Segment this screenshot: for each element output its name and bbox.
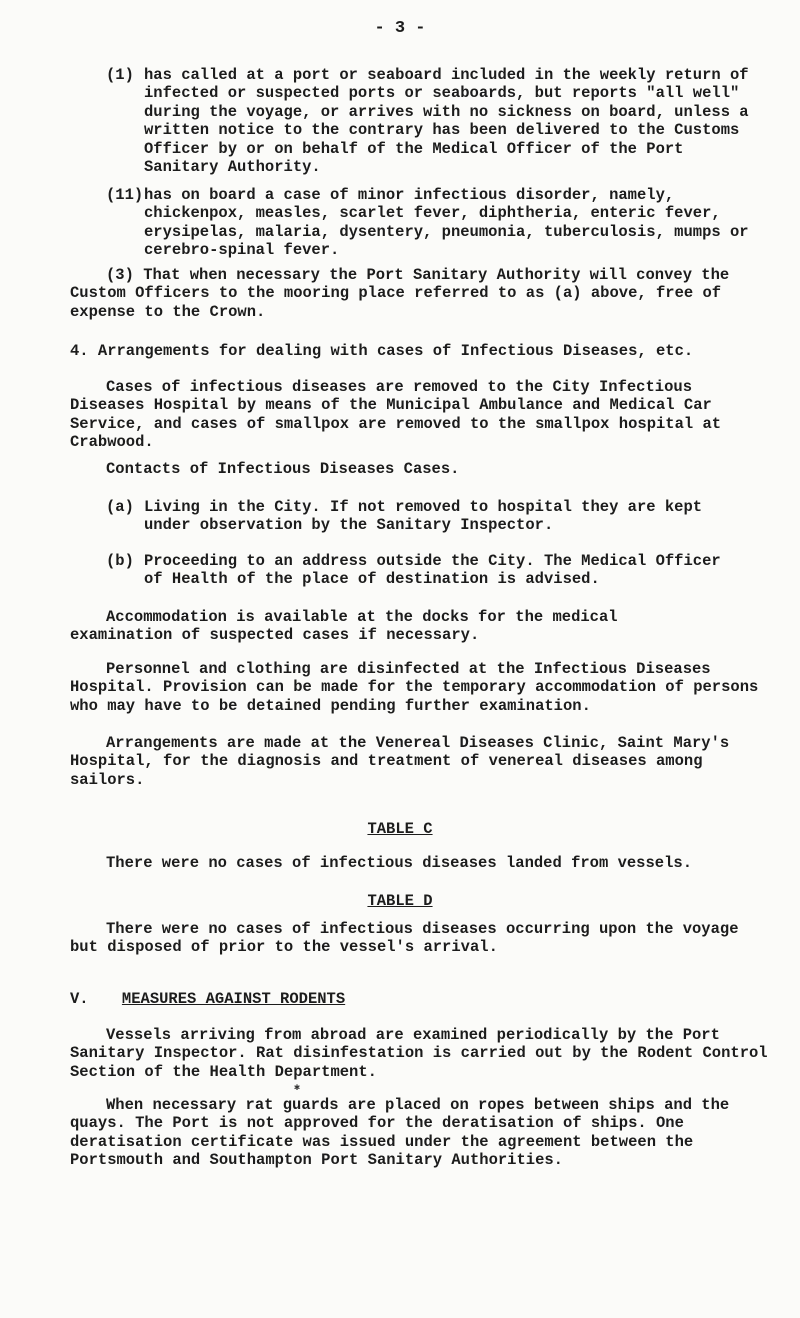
personnel-paragraph: Personnel and clothing are disinfected at the Infectious Diseases Hospital. Provision can be made for the temporary accommodation of persons who may have to be detained pending further examination.	[70, 660, 759, 715]
table-c-title-row	[0, 820, 800, 838]
venereal-paragraph: Arrangements are made at the Venereal Diseases Clinic, Saint Mary's Hospital, for the diagnosis and treatment of venereal diseases among sailors.	[70, 734, 730, 789]
section-5-paragraph-2: When necessary rat guards are placed on ropes between ships and the quays. The Port is not approved for the deratisation of ships. One deratisation certificate was issued under the agreement between the Portsmouth and Southampton Port Sanitary Authorities.	[70, 1096, 730, 1170]
section-4-heading: 4. Arrangements for dealing with cases of Infectious Diseases, etc.	[70, 342, 694, 360]
clause-3: (3) That when necessary the Port Sanitary Authority will convey the Custom Officers to the mooring place referred to as (a) above, free of expense to the Crown.	[70, 266, 730, 321]
contacts-item-b	[106, 552, 726, 589]
table-d-title: TABLE D	[367, 892, 433, 910]
section-5-label: V.	[70, 990, 89, 1008]
section-5-heading-row	[70, 990, 770, 1008]
clause-label: (11)	[106, 186, 144, 204]
item-text: Living in the City. If not removed to hospital they are kept under observation by the Sanitary Inspector.	[144, 498, 703, 535]
table-c-title: TABLE C	[367, 820, 433, 838]
page-number: - 3 -	[374, 19, 426, 38]
item-label: (b)	[106, 552, 134, 570]
contacts-item-a	[106, 498, 726, 535]
item-label: (a)	[106, 498, 134, 516]
section-5-heading: MEASURES AGAINST RODENTS	[121, 990, 346, 1008]
item-text: Proceeding to an address outside the City. The Medical Officer of Health of the place of destination is advised.	[144, 552, 721, 589]
table-d-text: There were no cases of infectious diseases occurring upon the voyage but disposed of prior to the vessel's arrival.	[70, 920, 739, 957]
clause-1	[106, 66, 766, 176]
section-5-paragraph-1: Vessels arriving from abroad are examined periodically by the Port Sanitary Inspector. Rat disinfestation is carried out by the Rodent Control Section of the Health Department.	[70, 1026, 768, 1081]
clause-text: has called at a port or seaboard included in the weekly return of infected or suspected ports or seaboards, but reports "all well" during the voyage, or arrives with no sickness on board, unless a written notice to the contrary has been delivered to the Customs Officer by or on behalf of the Medical Officer of the Port Sanitary Authority.	[144, 66, 749, 177]
scan-mark: ✱	[294, 1083, 301, 1094]
clause-label: (1)	[106, 66, 134, 84]
clause-text: has on board a case of minor infectious disorder, namely, chickenpox, measles, scarlet fever, diphtheria, enteric fever, erysipelas, malaria, dysentery, pneumonia, tuberculosis, mumps or cerebro-spinal fever.	[144, 186, 749, 260]
section-4-paragraph: Cases of infectious diseases are removed to the City Infectious Diseases Hospital by means of the Municipal Ambulance and Medical Car Service, and cases of smallpox are removed to the smallpox hospital at Crabwood.	[70, 378, 722, 452]
clause-11	[106, 186, 766, 260]
table-c-text: There were no cases of infectious diseases landed from vessels.	[106, 854, 692, 872]
contacts-heading: Contacts of Infectious Diseases Cases.	[106, 460, 460, 478]
table-d-title-row	[0, 892, 800, 910]
accommodation-paragraph: Accommodation is available at the docks for the medical examination of suspected cases if necessary.	[70, 608, 618, 645]
